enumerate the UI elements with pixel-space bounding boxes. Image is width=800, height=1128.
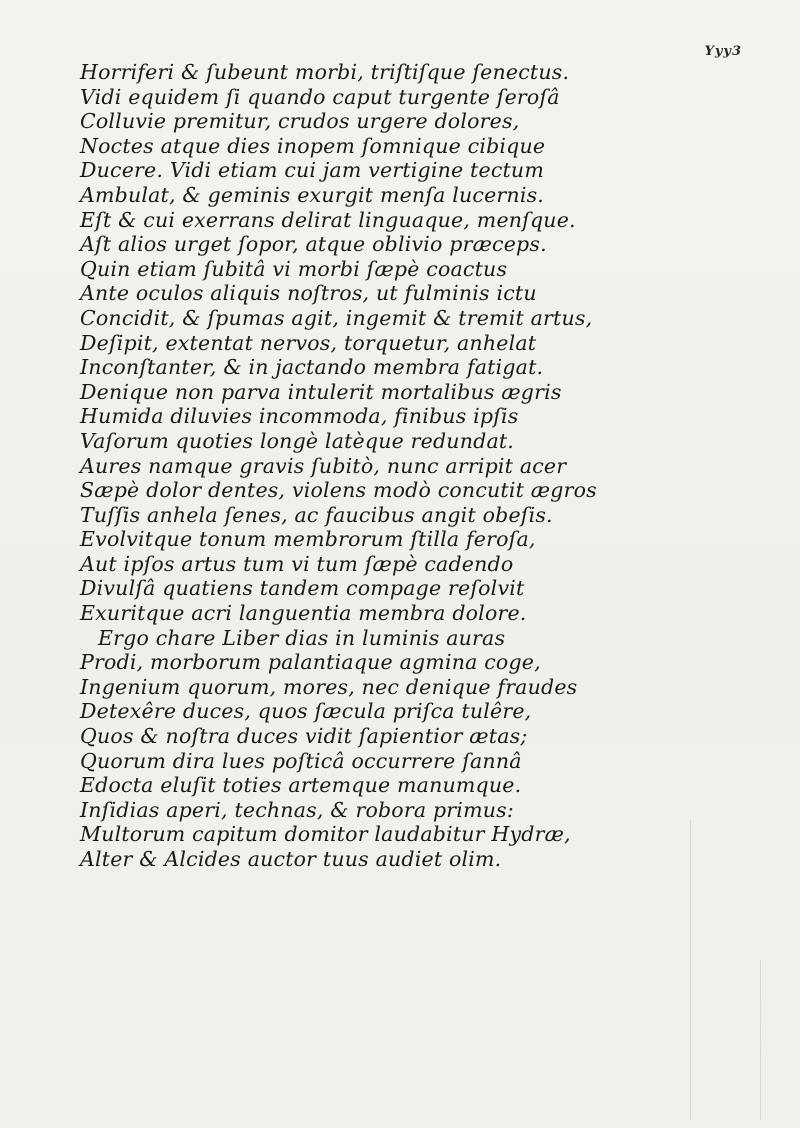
poem-line: Horriferi & ſubeunt morbi, triſtiſque ſenectus. xyxy=(80,60,570,84)
poem-line: Humida diluvies incommoda, finibus ipſis xyxy=(80,404,519,429)
poem-line: Tuſſis anhela ſenes, ac faucibus angit obeſis. xyxy=(80,502,553,527)
poem-line: Divulſâ quatiens tandem compage reſolvit xyxy=(80,576,525,601)
poem-line: Inconſtanter, & in jactando membra fatigat. xyxy=(80,355,544,380)
poem-line: Quorum dira lues poſticâ occurrere ſannâ xyxy=(80,748,522,773)
poem-text xyxy=(80,60,730,872)
poem-line: Ambulat, & geminis exurgit menſa lucernis. xyxy=(80,182,545,207)
poem-line: Concidit, & ſpumas agit, ingemit & tremit artus, xyxy=(80,305,593,330)
paper-crease xyxy=(690,820,691,1120)
poem-line: Ergo chare Liber dias in luminis auras xyxy=(98,625,506,650)
paper-crease xyxy=(760,960,761,1120)
poem-line: Vaſorum quoties longè latèque redundat. xyxy=(80,428,515,453)
poem-line: Evolvitque tonum membrorum ſtilla feroſa, xyxy=(80,527,536,552)
poem-line: Aſt alios urget ſopor, atque oblivio præceps. xyxy=(80,232,547,257)
poem-line: Colluvie premitur, crudos urgere dolores, xyxy=(80,109,520,134)
poem-line: Multorum capitum domitor laudabitur Hydræ, xyxy=(80,822,571,847)
poem-line: Prodi, morborum palantiaque agmina coge, xyxy=(80,650,541,675)
poem-line: Ducere. Vidi etiam cui jam vertigine tectum xyxy=(80,158,544,183)
poem-line: Ante oculos aliquis noſtros, ut fulminis ictu xyxy=(80,281,537,306)
poem-line: Detexêre duces, quos ſæcula priſca tulêre, xyxy=(80,699,532,724)
poem-line: Ingenium quorum, mores, nec denique fraudes xyxy=(80,674,578,699)
poem-line: Noctes atque dies inopem ſomnique cibique xyxy=(80,133,546,158)
poem-line: Exuritque acri languentia membra dolore. xyxy=(80,601,527,626)
poem-line: Quin etiam ſubitâ vi morbi ſæpè coactus xyxy=(80,256,508,281)
poem-line: Inſidias aperi, technas, & robora primus: xyxy=(80,797,514,822)
poem-line: Edocta eluſit toties artemque manumque. xyxy=(80,773,522,798)
poem-line: Aures namque gravis ſubitò, nunc arripit acer xyxy=(80,453,567,478)
poem-line: Denique non parva intulerit mortalibus ægris xyxy=(80,379,562,404)
poem-line: Eſt & cui exerrans delirat linguaque, menſque. xyxy=(80,207,576,232)
poem-line: Vidi equidem ſi quando caput turgente ſeroſâ xyxy=(80,84,560,109)
signature-mark: Yyy3 xyxy=(704,44,742,59)
poem-line: Deſipit, extentat nervos, torquetur, anhelat xyxy=(80,330,537,355)
poem-line: Aut ipſos artus tum vi tum ſæpè cadendo xyxy=(80,551,514,576)
poem-line: Sæpè dolor dentes, violens modò concutit ægros xyxy=(80,478,597,503)
poem-line: Quos & noſtra duces vidit ſapientior ætas; xyxy=(80,724,528,749)
poem-line: Alter & Alcides auctor tuus audiet olim. xyxy=(80,847,502,871)
